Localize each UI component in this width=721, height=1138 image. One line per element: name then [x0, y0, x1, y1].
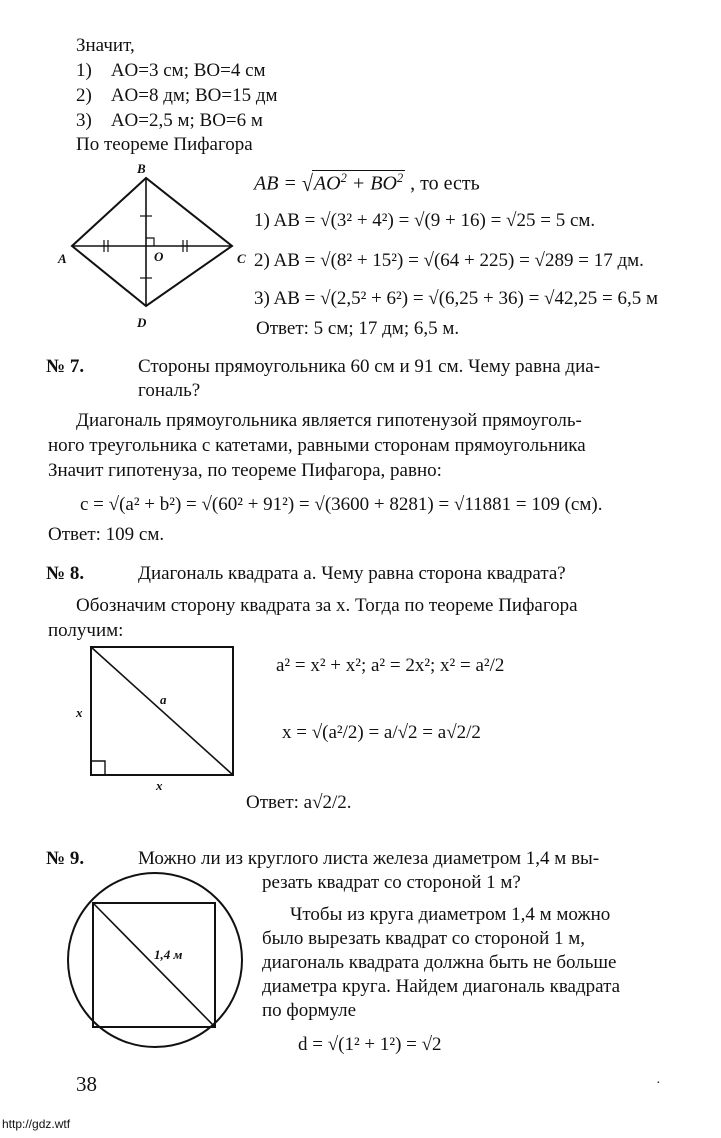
problem-9-number: № 9. [46, 848, 85, 869]
problem-7-solution-line-2: ного треугольника с катетами, равными сторонам прямоугольника [48, 435, 586, 456]
problem-8-answer-label: Ответ: [246, 792, 299, 813]
problem-7-formula: c = √(a² + b²) = √(60² + 91²) = √(3600 + 8281) = √11881 = 109 (см). [80, 494, 603, 515]
rhombus-label-o: O [154, 249, 164, 264]
rhombus-label-b: B [137, 161, 146, 176]
rhombus-label-d: D [137, 315, 147, 330]
problem-8-formula-2: x = √(a²/2) = a/√2 = a√2/2 [282, 722, 481, 743]
problem-7-solution-line-1: Диагональ прямоугольника является гипотенузой прямоуголь- [76, 410, 582, 431]
problem-8-answer: Ответ: a√2/2. [246, 792, 352, 813]
square-label-diagonal: a [160, 692, 167, 707]
problem-8-formula-1: a² = x² + x²; a² = 2x²; x² = a²/2 [276, 655, 505, 676]
problem-8-number: № 8. [46, 563, 85, 584]
square-label-side-left: x [76, 705, 83, 720]
calc-line-2: 2) AB = √(8² + 15²) = √(64 + 225) = √289 = 17 дм. [254, 250, 644, 271]
rhombus-figure [60, 160, 250, 330]
watermark-link[interactable]: http://gdz.wtf [2, 1117, 71, 1131]
circle-diameter-label: 1,4 м [154, 947, 183, 962]
ab-formula-prefix: AB = [254, 172, 297, 195]
problem-8-solution-line-1: Обозначим сторону квадрата за x. Тогда по теореме Пифагора [76, 595, 578, 616]
problem-9-solution-line-1: Чтобы из круга диаметром 1,4 м можно [290, 904, 611, 925]
problem-7-solution-line-3: Значит гипотенуза, по теореме Пифагора, равно: [48, 460, 442, 481]
problem-9-solution-line-5: по формуле [262, 1000, 357, 1021]
ab-formula: AB = $√AO^2 + BO^2$ , то есть [254, 170, 480, 197]
page-number: 38 [76, 1072, 97, 1096]
problem-9-formula: d = √(1² + 1²) = √2 [298, 1034, 442, 1055]
problem-8-solution-line-2: получим: [48, 620, 124, 641]
problem-8-question: Диагональ квадрата a. Чему равна сторона квадрата? [138, 563, 566, 584]
problem-7-question-line-1: Стороны прямоугольника 60 см и 91 см. Чему равна диа- [138, 356, 601, 377]
square-label-side-bottom: x [156, 778, 163, 793]
case-3: 3) AO=2,5 м; BO=6 м [76, 110, 263, 131]
theorem-text: По теореме Пифагора [76, 134, 253, 155]
case-1: 1) AO=3 см; BO=4 см [76, 60, 266, 81]
top-answer: Ответ: 5 см; 17 дм; 6,5 м. [256, 318, 460, 339]
problem-7-question-line-2: гональ? [138, 380, 201, 401]
rhombus-label-c: C [237, 251, 246, 266]
problem-8-answer-value: a√2/2 [303, 792, 347, 813]
problem-9-question-line-2: резать квадрат со стороной 1 м? [262, 872, 521, 893]
case-2: 2) AO=8 дм; BO=15 дм [76, 85, 278, 106]
ab-formula-suffix: , то есть [410, 172, 480, 195]
problem-7-number: № 7. [46, 356, 85, 377]
problem-9-question-line-1: Можно ли из круглого листа железа диаметром 1,4 м вы- [138, 848, 600, 869]
calc-line-3: 3) AB = √(2,5² + 6²) = √(6,25 + 36) = √42,25 = 6,5 м [254, 288, 658, 309]
square-figure [88, 644, 238, 780]
problem-9-solution-line-2: было вырезать квадрат со стороной 1 м, [262, 928, 586, 949]
rhombus-label-a: A [58, 251, 67, 266]
problem-7-answer: Ответ: 109 см. [48, 524, 165, 545]
footer-dot: · [656, 1076, 661, 1091]
intro-text: Значит, [76, 35, 135, 56]
problem-9-solution-line-3: диагональ квадрата должна быть не больше [262, 952, 617, 973]
calc-line-1: 1) AB = √(3² + 4²) = √(9 + 16) = √25 = 5 см. [254, 210, 596, 231]
problem-9-solution-line-4: диаметра круга. Найдем диагональ квадрата [262, 976, 621, 997]
